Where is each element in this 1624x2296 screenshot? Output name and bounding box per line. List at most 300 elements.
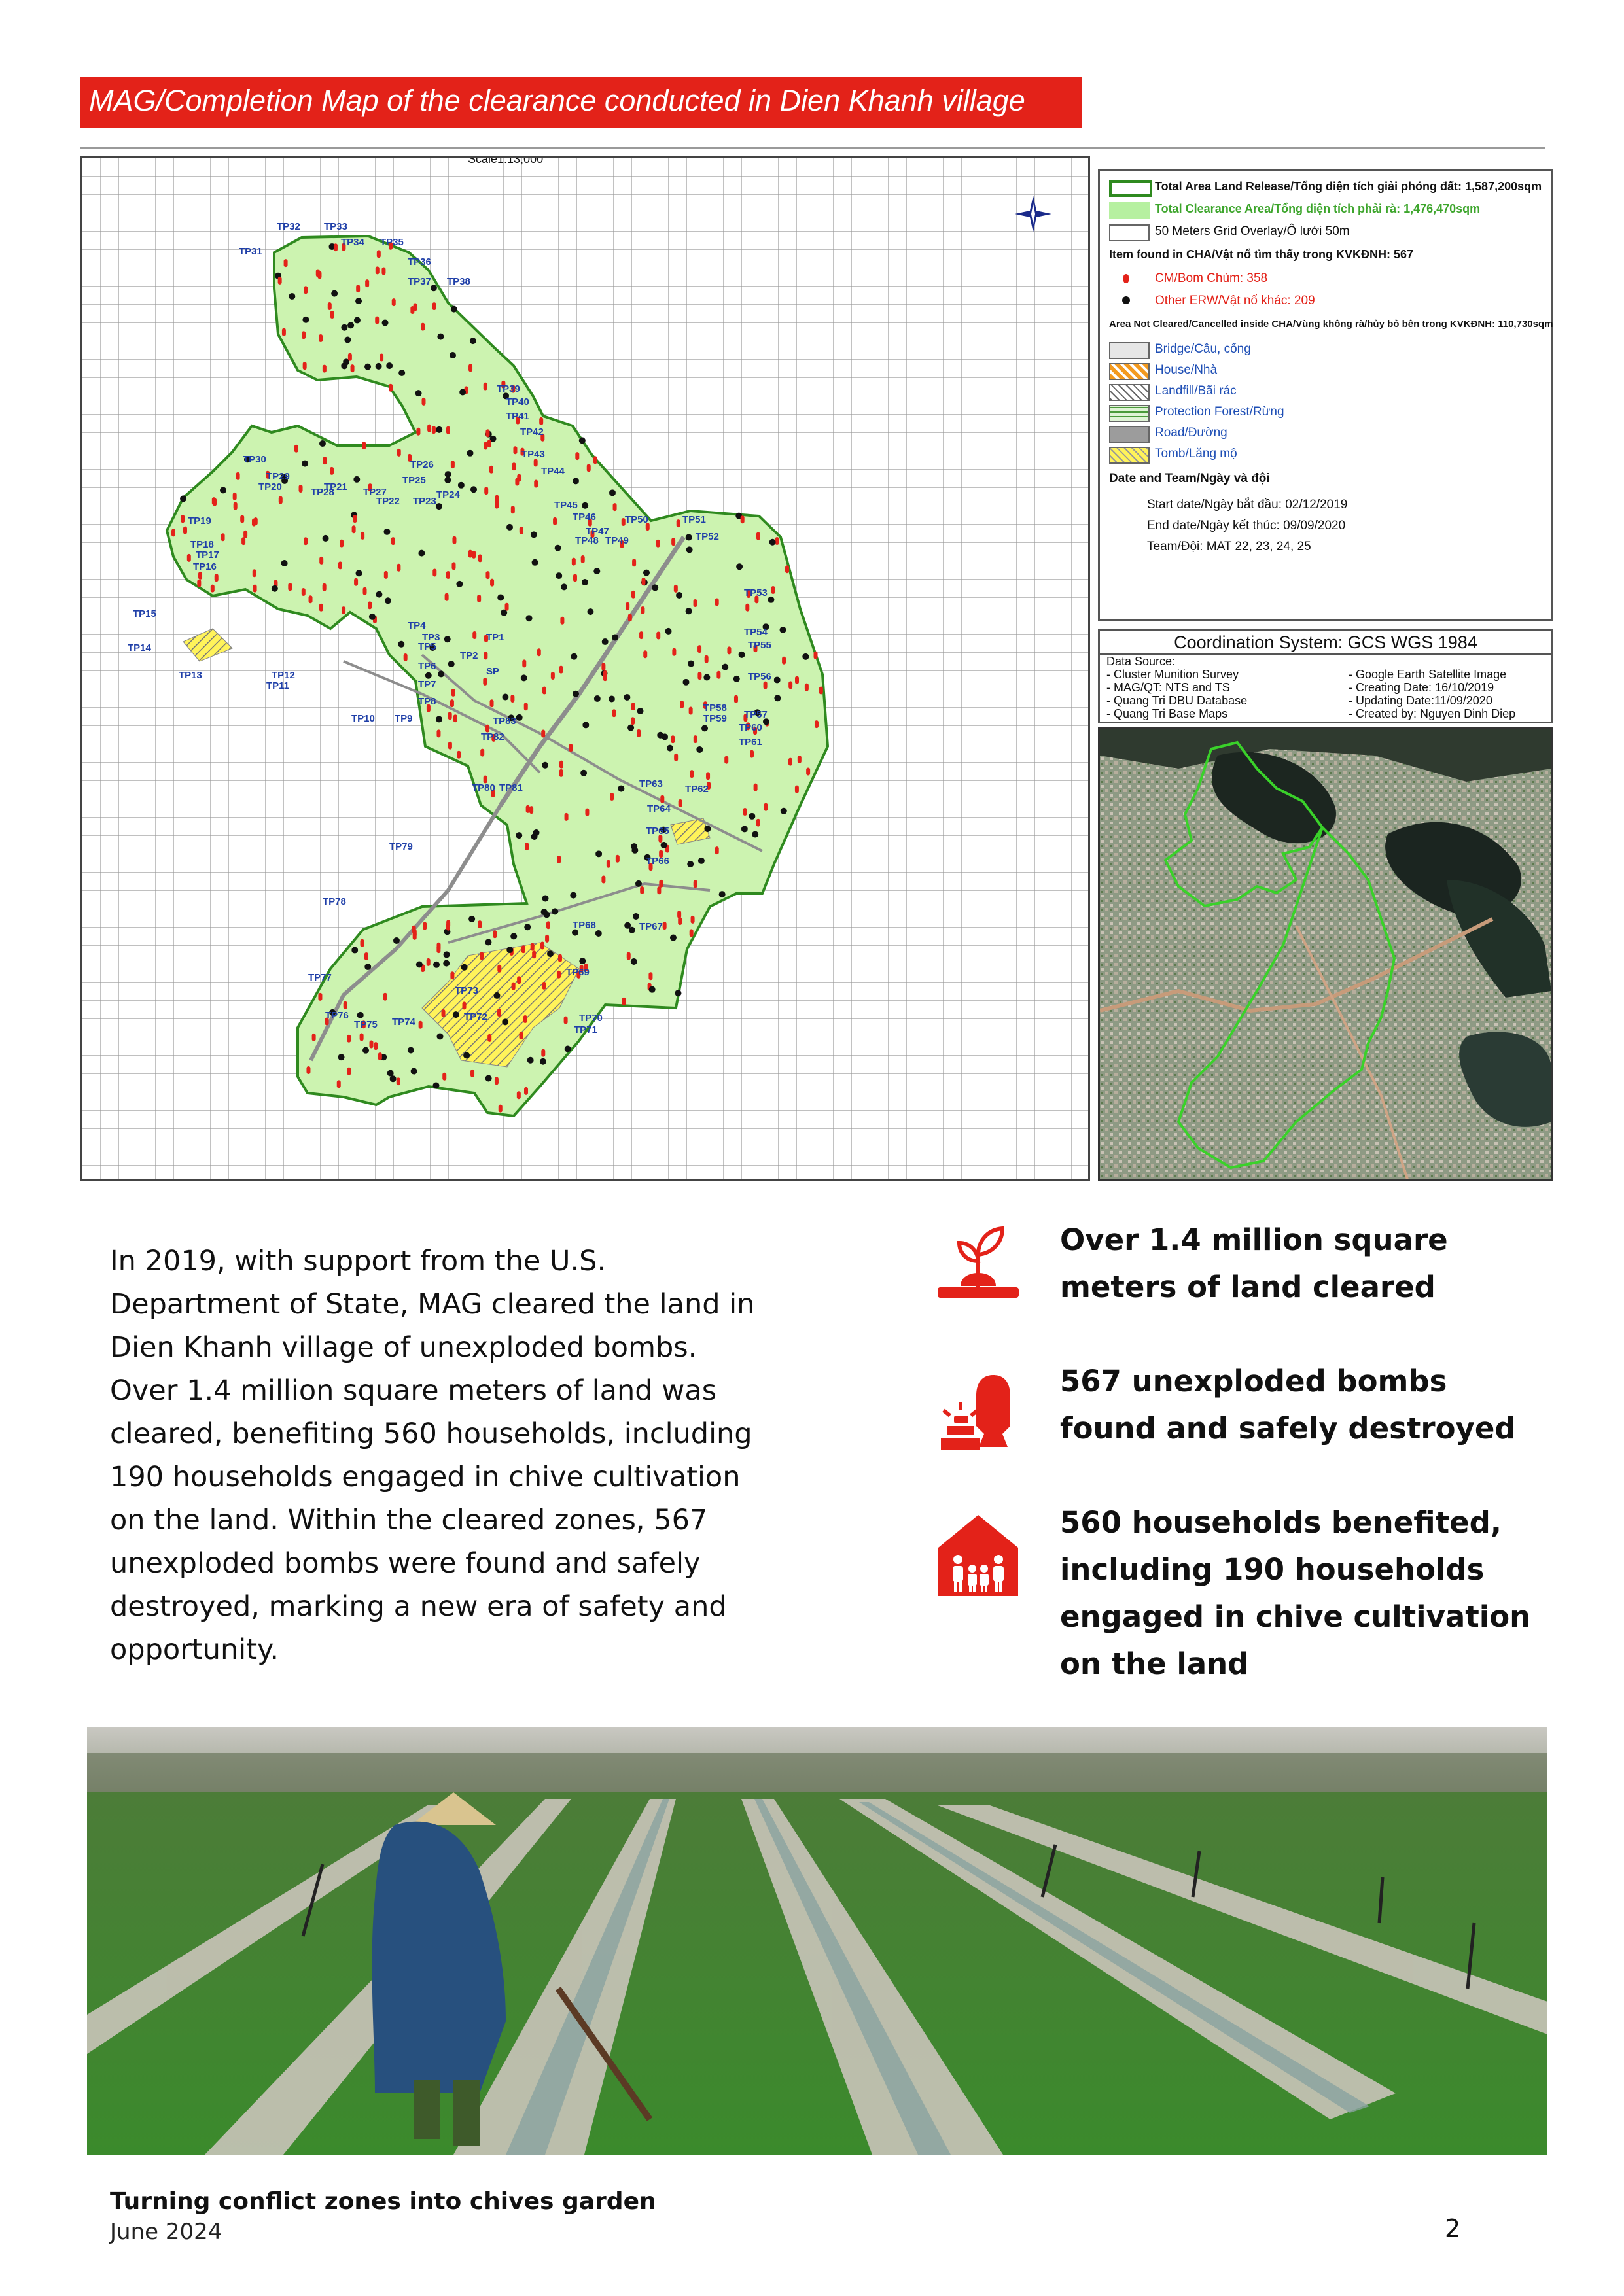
cluster-bomb-marker: [485, 429, 489, 437]
survey-point-label: TP73: [455, 985, 478, 996]
erw-marker: [722, 664, 728, 670]
erw-marker: [510, 933, 517, 939]
cluster-bomb-marker: [484, 652, 487, 659]
cluster-bomb-marker: [421, 323, 425, 331]
cluster-bomb-marker: [348, 353, 352, 361]
survey-point-label: TP3: [422, 632, 440, 643]
erw-marker: [741, 826, 748, 832]
erw-marker: [418, 550, 425, 557]
survey-point-label: TP4: [408, 620, 426, 631]
erw-marker: [353, 476, 360, 483]
cluster-bomb-marker: [254, 517, 258, 525]
cluster-bomb-marker: [330, 311, 334, 319]
cluster-bomb-marker: [485, 571, 489, 579]
cluster-bomb-marker: [478, 554, 482, 562]
stat-land-cleared: Over 1.4 million square meters of land cleared: [1060, 1223, 1448, 1304]
cluster-bomb-marker: [697, 645, 701, 653]
erw-marker: [382, 319, 389, 326]
cluster-bomb-marker: [750, 750, 754, 758]
cluster-bomb-marker: [304, 537, 308, 545]
cluster-bomb-marker: [413, 932, 417, 940]
cluster-bomb-marker: [448, 742, 452, 750]
erw-marker: [516, 832, 522, 839]
cluster-bomb-marker: [318, 993, 322, 1001]
cluster-bomb-marker: [187, 554, 191, 562]
erw-marker: [541, 909, 548, 915]
erw-marker: [587, 608, 593, 615]
page-number: 2: [1445, 2214, 1461, 2243]
cluster-bomb-marker: [392, 298, 396, 306]
erw-marker: [383, 529, 390, 535]
cluster-bomb-marker: [183, 527, 187, 534]
cluster-bomb-marker: [442, 1009, 446, 1017]
survey-point-label: TP79: [389, 841, 413, 852]
cluster-bomb-marker: [795, 676, 799, 684]
legend-grid-overlay: 50 Meters Grid Overlay/Ô lưới 50m: [1155, 224, 1350, 238]
erw-marker: [781, 808, 787, 814]
erw-marker: [425, 672, 432, 679]
cluster-bomb-marker: [679, 799, 682, 807]
cluster-bomb-marker: [376, 266, 380, 274]
survey-point-label: TP83: [493, 716, 516, 727]
cluster-bomb-marker: [569, 744, 573, 752]
erw-marker: [376, 591, 382, 598]
cluster-bomb-marker: [756, 532, 760, 540]
erw-marker: [649, 986, 656, 993]
cluster-bomb-marker: [316, 270, 320, 277]
legend-swatch-house: [1109, 363, 1150, 380]
cluster-bomb-marker: [628, 614, 632, 621]
cluster-bomb-marker: [347, 1068, 351, 1075]
cluster-bomb-marker: [378, 1052, 382, 1060]
erw-marker: [390, 1075, 397, 1082]
cluster-bomb-marker: [361, 939, 364, 947]
erw-marker: [445, 471, 451, 478]
survey-point-label: TP28: [311, 487, 334, 498]
erw-marker: [344, 337, 351, 343]
legend-swatch-landfill: [1109, 384, 1150, 401]
erw-marker: [582, 722, 589, 728]
data-source-list: Data Source: - Cluster Munition Survey - MAG/QT: NTS and TS - Quang Tri DBU Database - Quang Tri Base Maps: [1106, 655, 1248, 720]
legend-swatch-clearance: [1109, 202, 1150, 219]
legend-house: House/Nhà: [1155, 363, 1218, 377]
cluster-bomb-marker: [198, 572, 202, 580]
cluster-bomb-marker: [490, 699, 494, 707]
cluster-bomb-marker: [541, 730, 545, 738]
cluster-bomb-marker: [632, 559, 636, 566]
legend-cm-bombs: CM/Bom Chùm: 358: [1155, 271, 1268, 285]
cluster-bomb-marker: [564, 1017, 568, 1024]
cluster-bomb-marker: [643, 650, 647, 658]
erw-marker: [533, 829, 540, 836]
erw-marker: [618, 786, 624, 792]
erw-marker: [571, 653, 577, 660]
cluster-bomb-marker: [764, 682, 768, 689]
cluster-bomb-marker: [421, 398, 425, 406]
cluster-bomb-marker: [540, 941, 544, 949]
erw-marker: [416, 961, 423, 967]
cluster-bomb-marker: [171, 529, 175, 536]
erw-marker: [687, 861, 694, 867]
cluster-bomb-marker: [587, 464, 591, 472]
cluster-bomb-marker: [782, 657, 786, 665]
cluster-bomb-marker: [814, 652, 818, 659]
survey-point-label: TP32: [277, 221, 300, 232]
cluster-bomb-marker: [537, 648, 541, 656]
erw-marker: [319, 440, 326, 447]
erw-marker: [369, 614, 376, 620]
legend-other-erw: Other ERW/Vật nổ khác: 209: [1155, 294, 1315, 307]
cluster-bomb-marker: [601, 876, 605, 884]
erw-marker: [582, 579, 588, 585]
cluster-bomb-marker: [323, 365, 327, 373]
survey-point-label: TP18: [190, 539, 214, 550]
survey-point-label: TP78: [323, 896, 346, 907]
survey-point-label: TP9: [395, 713, 413, 724]
cluster-bomb-marker: [253, 585, 257, 593]
cluster-bomb-marker: [344, 1001, 347, 1009]
erw-marker: [733, 676, 740, 682]
survey-point-label: TP29: [266, 471, 290, 482]
survey-point-label: TP2: [460, 650, 478, 661]
cluster-bomb-marker: [391, 537, 395, 545]
erw-marker: [436, 426, 442, 433]
cluster-bomb-marker: [370, 1041, 374, 1049]
erw-marker: [289, 293, 295, 300]
cluster-bomb-marker: [477, 595, 481, 602]
cluster-bomb-marker: [397, 1077, 400, 1085]
erw-marker: [565, 1045, 571, 1052]
erw-marker: [531, 531, 537, 538]
coordination-system-box: [1098, 629, 1553, 723]
cluster-bomb-marker: [715, 846, 719, 854]
cluster-bomb-marker: [495, 1077, 499, 1085]
cluster-bomb-marker: [493, 930, 497, 938]
cluster-bomb-marker: [446, 426, 450, 434]
erw-marker: [624, 694, 630, 701]
survey-point-label: TP47: [586, 526, 609, 537]
cluster-bomb-marker: [448, 712, 452, 720]
survey-point-label: TP39: [497, 383, 520, 394]
erw-marker: [341, 324, 347, 331]
cluster-bomb-marker: [745, 604, 749, 612]
erw-marker: [468, 916, 475, 922]
cluster-bomb-marker: [497, 965, 501, 973]
cluster-bomb-marker: [697, 672, 701, 680]
cluster-bomb-marker: [573, 574, 577, 582]
survey-point-label: TP53: [744, 587, 768, 599]
survey-point-label: TP80: [472, 782, 495, 793]
cluster-bomb-marker: [215, 574, 219, 582]
erw-marker: [450, 352, 456, 358]
erw-marker: [635, 880, 642, 887]
cluster-bomb-icon: [1123, 274, 1129, 283]
survey-point-label: TP26: [410, 459, 434, 470]
cluster-bomb-marker: [727, 646, 731, 654]
erw-marker: [774, 695, 781, 701]
cluster-bomb-marker: [510, 695, 514, 703]
cluster-bomb-marker: [319, 334, 323, 342]
cluster-bomb-marker: [240, 515, 244, 523]
section-title-bar: [80, 77, 1082, 128]
erw-marker: [593, 568, 600, 574]
survey-point-label: TP58: [703, 703, 727, 714]
survey-point-label: TP10: [351, 713, 375, 724]
erw-marker: [602, 638, 609, 645]
cluster-bomb-marker: [677, 911, 681, 918]
cluster-bomb-marker: [641, 606, 644, 614]
erw-marker: [657, 732, 663, 739]
erw-marker: [438, 670, 444, 677]
survey-point-label: TP74: [392, 1017, 415, 1028]
cluster-bomb-marker: [323, 457, 327, 464]
erw-marker: [398, 641, 404, 648]
survey-point-label: TP66: [646, 856, 669, 867]
erw-marker: [444, 951, 450, 958]
cluster-bomb-marker: [529, 806, 533, 814]
cluster-bomb-marker: [542, 982, 546, 990]
cluster-bomb-marker: [534, 459, 538, 466]
survey-point-label: TP51: [682, 514, 706, 525]
cluster-bomb-marker: [337, 1080, 341, 1088]
erw-marker: [582, 502, 588, 509]
erw-marker: [595, 850, 602, 857]
cluster-bomb-marker: [487, 440, 491, 447]
cluster-bomb-marker: [575, 452, 579, 460]
survey-point-label: TP22: [376, 496, 400, 507]
survey-point-label: TP67: [639, 921, 663, 932]
erw-marker: [701, 725, 708, 731]
cluster-bomb-marker: [522, 659, 526, 667]
survey-point-label: TP81: [499, 782, 523, 793]
erw-marker: [351, 947, 358, 954]
cluster-bomb-marker: [451, 461, 455, 468]
legend-tomb: Tomb/Lăng mộ: [1155, 447, 1237, 461]
legend-team: Team/Đội: MAT 22, 23, 24, 25: [1147, 540, 1311, 553]
cluster-bomb-marker: [642, 578, 646, 585]
cluster-bomb-marker: [557, 856, 561, 863]
cluster-bomb-marker: [788, 681, 792, 689]
cluster-bomb-marker: [450, 699, 454, 707]
erw-marker: [542, 762, 548, 769]
erw-marker: [506, 524, 513, 531]
erw-marker: [521, 674, 527, 681]
survey-point-label: TP35: [380, 237, 404, 248]
erw-marker: [393, 937, 400, 944]
erw-marker: [594, 695, 601, 702]
survey-point-label: TP60: [739, 722, 762, 733]
cluster-bomb-marker: [397, 449, 401, 457]
erw-marker: [180, 495, 186, 502]
stat-bombs-destroyed: 567 unexploded bombs found and safely destroyed: [1060, 1364, 1516, 1446]
survey-point-label: TP25: [402, 475, 426, 486]
erw-marker: [323, 535, 329, 542]
cluster-bomb-marker: [637, 729, 641, 737]
survey-point-label: TP12: [272, 670, 295, 681]
cluster-bomb-marker: [436, 729, 440, 737]
survey-point-label: TP45: [554, 500, 578, 511]
cluster-bomb-marker: [741, 515, 745, 523]
cluster-bomb-marker: [689, 706, 693, 714]
cluster-bomb-marker: [319, 557, 323, 565]
satellite-image: [1098, 727, 1553, 1181]
cluster-bomb-marker: [690, 929, 694, 937]
cluster-bomb-marker: [347, 1035, 351, 1043]
erw-marker: [686, 546, 693, 553]
cluster-bomb-marker: [360, 1033, 364, 1041]
cluster-bomb-marker: [517, 1091, 521, 1099]
cluster-bomb-marker: [377, 250, 381, 258]
cluster-bomb-marker: [612, 709, 616, 717]
cluster-bomb-marker: [397, 564, 400, 572]
cluster-bomb-marker: [622, 998, 626, 1005]
cluster-bomb-marker: [221, 533, 225, 541]
cluster-bomb-marker: [659, 880, 663, 888]
legend-landfill: Landfill/Bãi rác: [1155, 384, 1237, 398]
cluster-bomb-marker: [487, 1034, 491, 1042]
survey-point-label: TP82: [481, 731, 504, 742]
cluster-bomb-marker: [671, 735, 675, 743]
cluster-bomb-marker: [436, 945, 440, 953]
completion-map: [80, 156, 1090, 1181]
cluster-bomb-marker: [505, 603, 509, 611]
cluster-bomb-marker: [542, 687, 546, 695]
erw-marker: [467, 450, 473, 457]
cluster-bomb-marker: [610, 793, 614, 801]
cluster-bomb-marker: [539, 417, 543, 425]
cluster-bomb-marker: [497, 1009, 501, 1017]
survey-point-label: TP70: [579, 1013, 603, 1024]
cluster-bomb-marker: [559, 761, 563, 769]
erw-marker: [302, 461, 308, 467]
survey-point-label: TP61: [739, 737, 762, 748]
cluster-bomb-marker: [312, 1034, 316, 1041]
household-icon: [934, 1511, 1022, 1599]
cluster-bomb-marker: [427, 425, 431, 432]
survey-point-label: TP59: [703, 713, 727, 724]
legend-swatch-grid: [1109, 224, 1150, 241]
cluster-bomb-marker: [416, 428, 420, 436]
survey-point-label: TP43: [521, 449, 545, 460]
erw-marker: [385, 597, 391, 604]
survey-point-label: TP1: [486, 632, 504, 643]
cluster-bomb-marker: [764, 803, 768, 811]
erw-marker: [470, 486, 477, 493]
survey-point-label: TP40: [506, 396, 529, 408]
erw-marker: [444, 636, 451, 642]
erw-marker: [338, 1054, 345, 1060]
survey-point-label: TP38: [447, 276, 470, 287]
cluster-bomb-marker: [432, 569, 436, 577]
cluster-bomb-marker: [511, 506, 515, 513]
erw-marker: [573, 691, 579, 697]
legend-bridge: Bridge/Cầu, cống: [1155, 342, 1251, 356]
cluster-bomb-marker: [631, 703, 635, 710]
legend-swatch-tomb: [1109, 447, 1150, 464]
cluster-bomb-marker: [452, 536, 456, 544]
erw-marker: [696, 746, 703, 753]
erw-marker: [704, 826, 711, 832]
erw-marker: [579, 437, 586, 444]
erw-marker: [540, 1058, 546, 1065]
survey-point-label: TP52: [696, 531, 719, 542]
survey-point-label: TP34: [341, 237, 364, 248]
survey-point-label: TP76: [325, 1010, 349, 1021]
erw-marker: [354, 317, 361, 324]
cluster-bomb-marker: [478, 920, 482, 928]
erw-marker: [532, 559, 538, 566]
cluster-bomb-marker: [389, 384, 393, 392]
cluster-bomb-marker: [513, 446, 517, 454]
legend-date-team-heading: Date and Team/Ngày và đội: [1109, 472, 1270, 485]
erw-marker: [547, 950, 554, 957]
cluster-bomb-marker: [716, 671, 720, 679]
cluster-bomb-marker: [663, 922, 667, 930]
cluster-bomb-marker: [499, 1105, 503, 1113]
erw-marker: [502, 1018, 508, 1025]
cluster-bomb-marker: [819, 687, 823, 695]
cluster-bomb-marker: [213, 498, 217, 506]
erw-marker: [667, 745, 673, 752]
cluster-bomb-marker: [546, 921, 550, 929]
survey-point-label: TP15: [133, 608, 156, 619]
erw-marker: [524, 924, 531, 930]
cluster-bomb-marker: [480, 952, 484, 960]
erw-marker: [437, 334, 444, 340]
cluster-bomb-marker: [446, 571, 450, 579]
survey-point-label: TP63: [639, 778, 663, 790]
cluster-bomb-marker: [559, 666, 563, 674]
survey-point-label: TP11: [266, 680, 290, 691]
cluster-bomb-marker: [560, 617, 564, 625]
cluster-bomb-marker: [328, 302, 332, 310]
cluster-bomb-marker: [541, 1049, 545, 1057]
erw-marker: [331, 290, 338, 297]
cluster-bomb-marker: [374, 1042, 378, 1050]
erw-marker: [451, 306, 457, 313]
erw-marker: [768, 597, 774, 603]
erw-marker: [493, 992, 500, 999]
erw-marker: [661, 842, 667, 848]
section-title: MAG/Completion Map of the clearance conducted in Dien Khanh village: [89, 84, 1025, 117]
cluster-bomb-marker: [489, 466, 493, 474]
cluster-bomb-marker: [690, 770, 694, 778]
cluster-bomb-marker: [788, 758, 792, 766]
cluster-bomb-marker: [524, 1087, 528, 1095]
sprout-icon: [934, 1215, 1022, 1304]
cluster-bomb-marker: [364, 952, 368, 960]
survey-point-label: TP42: [520, 426, 544, 438]
cluster-bomb-marker: [302, 331, 306, 339]
cluster-bomb-marker: [354, 578, 358, 586]
erw-marker: [386, 362, 393, 369]
erw-marker: [485, 1075, 492, 1082]
erw-marker: [570, 892, 576, 899]
survey-point-label: TP72: [464, 1011, 487, 1022]
survey-point-label: TP7: [418, 679, 436, 690]
erw-marker: [444, 477, 451, 483]
cluster-bomb-marker: [356, 285, 360, 292]
cluster-bomb-marker: [241, 537, 245, 545]
cluster-bomb-marker: [640, 886, 644, 894]
erw-marker: [463, 1052, 470, 1058]
cluster-bomb-marker: [278, 277, 282, 285]
erw-marker: [220, 487, 226, 493]
cluster-bomb-marker: [234, 502, 238, 510]
cluster-bomb-marker: [380, 353, 383, 361]
cluster-bomb-marker: [680, 701, 684, 708]
bomb-icon: [934, 1370, 1022, 1452]
